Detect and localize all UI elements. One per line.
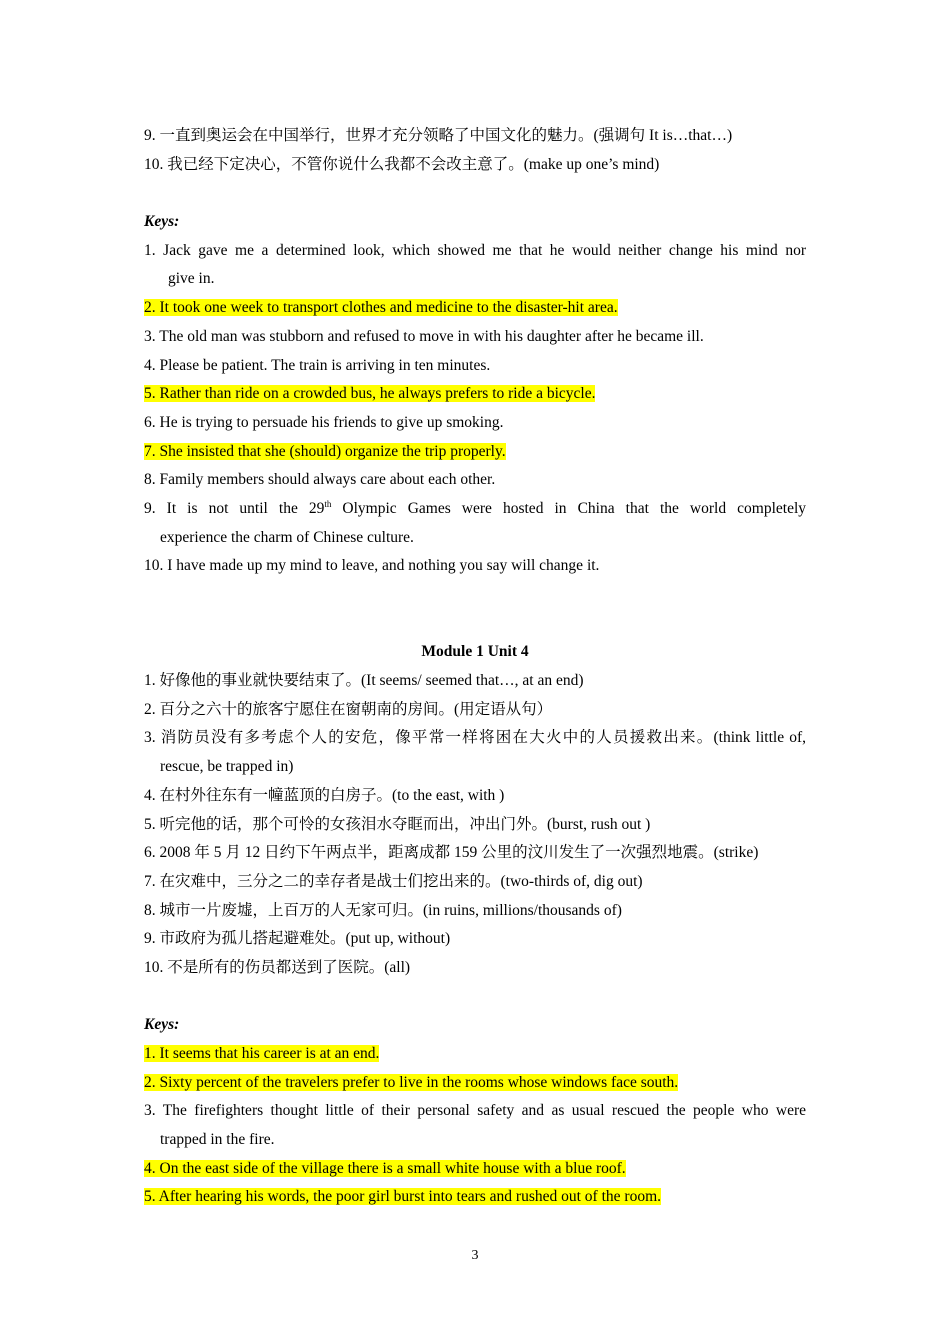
module-key-1-highlighted: 1. It seems that his career is at an end. xyxy=(144,1045,380,1062)
key-6: 6. He is trying to persuade his friends to give up smoking. xyxy=(144,413,504,431)
module-question-3-line-2: rescue, be trapped in) xyxy=(160,758,294,776)
keys-heading: Keys: xyxy=(144,213,180,231)
module-question-3-line-1: 3. 消防员没有多考虑个人的安危，像平常一样将困在大火中的人员援救出来。(think little of, xyxy=(144,729,806,747)
question-9: 9. 一直到奥运会在中国举行，世界才充分领略了中国文化的魅力。(强调句 It is…that…) xyxy=(144,127,733,144)
key-8: 8. Family members should always care about each other. xyxy=(144,471,496,489)
module-question-8: 8. 城市一片废墟，上百万的人无家可归。(in ruins, millions/thousands of) xyxy=(144,901,622,919)
spacer xyxy=(144,610,806,639)
key-4: 4. Please be patient. The train is arriving in ten minutes. xyxy=(144,356,491,374)
module-question-5: 5. 听完他的话，那个可怜的女孩泪水夺眶而出，冲出门外。(burst, rush out ) xyxy=(144,815,651,833)
key-7-highlighted: 7. She insisted that she (should) organize the trip properly. xyxy=(144,442,506,460)
key-10: 10. I have made up my mind to leave, and nothing you say will change it. xyxy=(144,557,600,575)
module-key-2-highlighted: 2. Sixty percent of the travelers prefer to live in the rooms whose windows face south. xyxy=(144,1073,679,1091)
page-number: 3 xyxy=(471,1248,479,1263)
spacer xyxy=(144,983,806,1012)
spacer xyxy=(144,581,806,610)
key-2-highlighted: 2. It took one week to transport clothes and medicine to the disaster-hit area. xyxy=(144,299,618,317)
key-3: 3. The old man was stubborn and refused to move in with his daughter after he became ill. xyxy=(144,327,704,345)
module-key-3-line-1: 3. The firefighters thought little of their personal safety and as usual rescued the people who were xyxy=(144,1102,806,1120)
key-9-sup: th xyxy=(324,498,332,509)
module-key-3-line-2: trapped in the fire. xyxy=(160,1131,275,1149)
keys-heading-2: Keys: xyxy=(144,1016,180,1034)
module-title: Module 1 Unit 4 xyxy=(421,643,529,661)
module-question-10: 10. 不是所有的伤员都送到了医院。(all) xyxy=(144,958,411,976)
module-question-1: 1. 好像他的事业就快要结束了。(It seems/ seemed that…, at an end) xyxy=(144,672,584,690)
key-5-highlighted: 5. Rather than ride on a crowded bus, he always prefers to ride a bicycle. xyxy=(144,385,596,403)
page-content xyxy=(144,122,806,1212)
key-1-line-2: give in. xyxy=(168,270,215,288)
module-key-5-highlighted: 5. After hearing his words, the poor girl burst into tears and rushed out of the room. xyxy=(144,1188,661,1206)
module-question-4: 4. 在村外往东有一幢蓝顶的白房子。(to the east, with ) xyxy=(144,786,505,804)
module-key-4-highlighted: 4. On the east side of the village there is a small white house with a blue roof. xyxy=(144,1159,626,1177)
module-question-2: 2. 百分之六十的旅客宁愿住在窗朝南的房间。(用定语从句） xyxy=(144,700,553,718)
key-9-line-2: experience the charm of Chinese culture. xyxy=(160,528,414,546)
key-9-line-1 xyxy=(144,495,806,524)
key-1-line-1: 1. Jack gave me a determined look, which showed me that he would neither change his mind nor xyxy=(144,241,806,259)
question-10: 10. 我已经下定决心，不管你说什么我都不会改主意了。(make up one’s mind) xyxy=(144,155,660,173)
module-question-9: 9. 市政府为孤儿搭起避难处。(put up, without) xyxy=(144,930,451,948)
module-question-7: 7. 在灾难中，三分之二的幸存者是战士们挖出来的。(two-thirds of, dig out) xyxy=(144,872,643,890)
spacer xyxy=(144,179,806,208)
module-question-6: 6. 2008 年 5 月 12 日约下午两点半，距离成都 159 公里的汶川发生了一次强烈地震。(strike) xyxy=(144,844,759,862)
key-9-post: Olympic Games were hosted in China that the world completely xyxy=(331,499,807,517)
key-9-pre: 9. It is not until the 29 xyxy=(144,499,325,517)
